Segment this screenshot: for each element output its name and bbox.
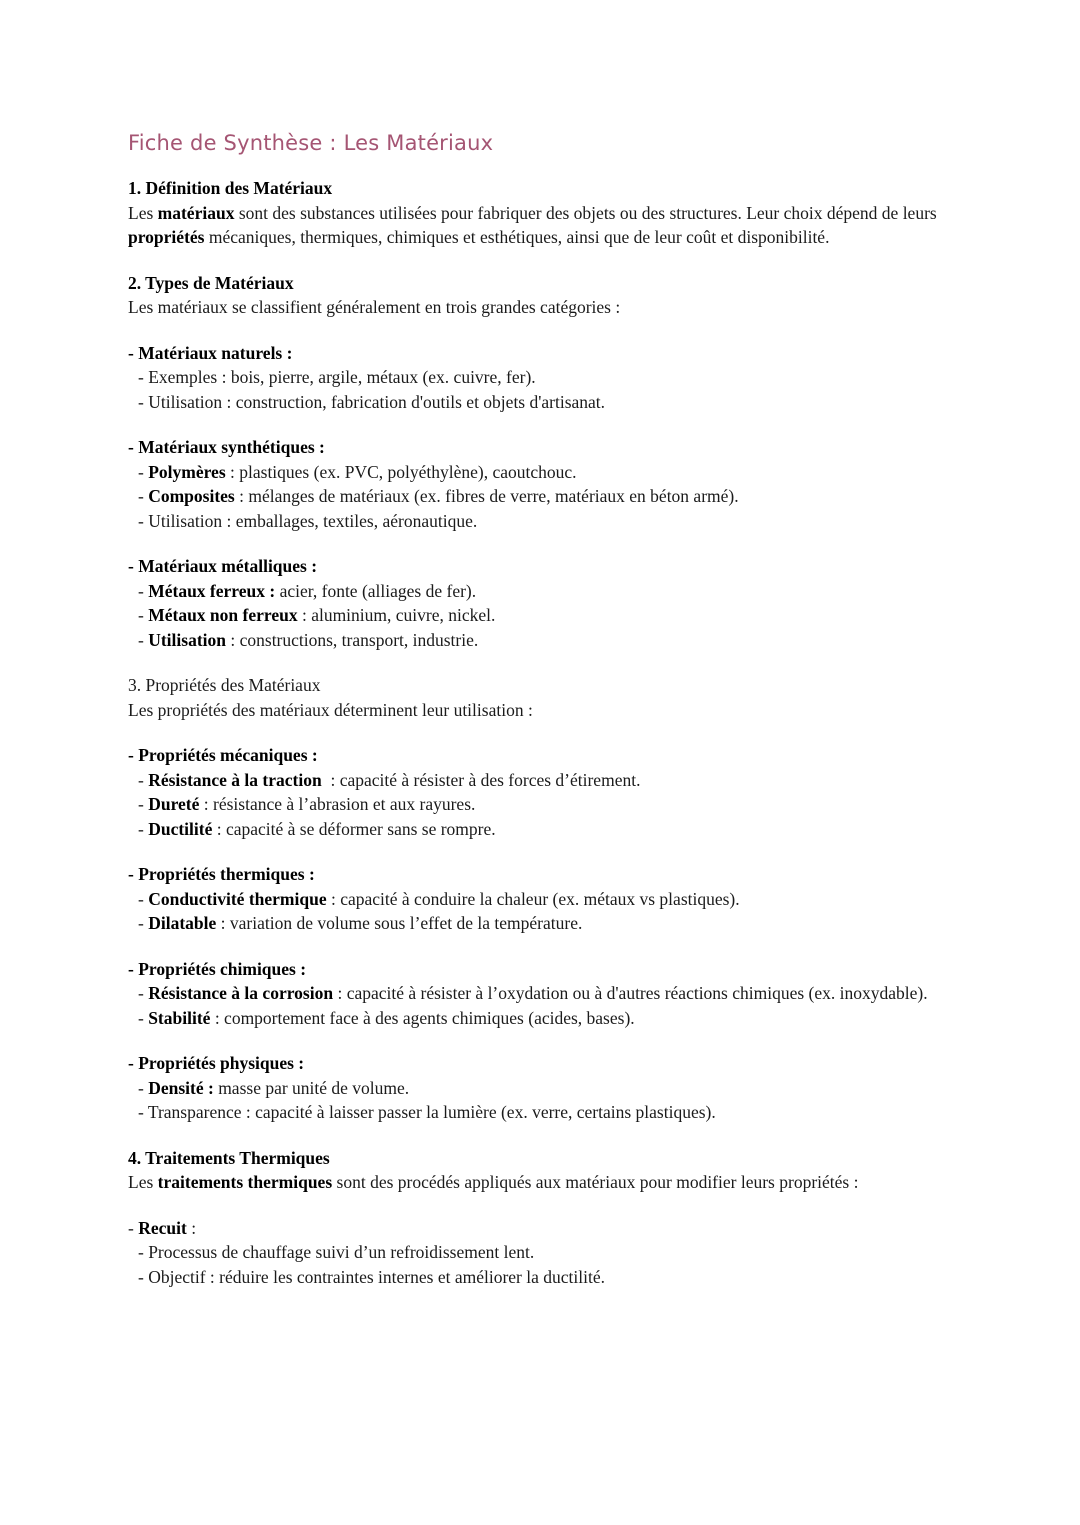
text-line [128, 435, 952, 460]
bold-text: Dureté [148, 794, 200, 814]
bold-text: Dilatable [148, 913, 217, 933]
bold-text: - Propriétés mécaniques : [128, 745, 318, 765]
body-text: masse par unité de volume. [213, 1077, 410, 1098]
list-subitem [128, 911, 952, 936]
body-text: - [128, 1217, 139, 1238]
body-text: sont des procédés appliqués aux matériaux pour modifier leurs propriétés : [332, 1172, 859, 1192]
body-text: - [138, 888, 149, 909]
body-text: - [138, 769, 149, 790]
list-subitem [128, 1076, 952, 1101]
body-text: - Objectif : réduire les contraintes internes et améliorer la ductilité. [138, 1266, 605, 1287]
bold-text: Ductilité [148, 818, 213, 839]
body-text: - Utilisation : construction, fabrication d'outils et objets d'artisanat. [138, 391, 606, 412]
page-title: Fiche de Synthèse : Les Matériaux [128, 131, 494, 155]
body-text: Les matériaux se classifient généralement en trois grandes catégories : [128, 297, 621, 317]
text-line [128, 673, 952, 698]
text-line [128, 176, 952, 201]
bold-text: propriétés [128, 227, 205, 247]
body-text: acier, fonte (alliages de fer). [275, 580, 477, 601]
body-text: : mélanges de matériaux (ex. fibres de verre, matériaux en béton armé). [234, 486, 739, 506]
body-text: - Processus de chauffage suivi d’un refroidissement lent. [138, 1242, 535, 1262]
document-blocks [128, 176, 952, 1289]
bold-text: 2. Types de Matériaux [128, 272, 294, 293]
bold-text: Résistance à la corrosion [148, 983, 334, 1003]
bold-text: Résistance à la traction [148, 769, 322, 790]
body-text: - [138, 913, 149, 933]
text-line [128, 341, 952, 366]
list-subitem [128, 603, 952, 628]
body-text: : constructions, transport, industrie. [226, 629, 479, 650]
list-subitem [128, 768, 952, 793]
body-text: - [138, 1007, 149, 1028]
text-line [128, 271, 952, 296]
list-subitem [128, 509, 952, 534]
body-text: - [138, 818, 149, 839]
bold-text: - Matériaux métalliques : [128, 556, 318, 576]
body-text: - Utilisation : emballages, textiles, aéronautique. [138, 510, 478, 531]
list-subitem [128, 1240, 952, 1265]
group-materiaux-metalliques [128, 554, 952, 652]
bold-text: Stabilité [148, 1007, 211, 1028]
document-page [128, 130, 952, 1310]
list-subitem [128, 628, 952, 653]
section-traitements [128, 1146, 952, 1195]
bold-text: Composites [148, 486, 235, 506]
body-text: sont des substances utilisées pour fabriquer des objets ou des structures. Leur choix dépend de leurs [234, 202, 937, 223]
body-text: : aluminium, cuivre, nickel. [297, 605, 496, 625]
section-proprietes [128, 673, 952, 722]
bold-text: - Propriétés chimiques : [128, 958, 307, 979]
section-types [128, 271, 952, 320]
bold-text: - Propriétés physiques : [128, 1053, 305, 1073]
list-subitem [128, 1006, 952, 1031]
list-subitem [128, 792, 952, 817]
body-text: 3. Propriétés des Matériaux [128, 675, 321, 695]
body-text: : variation de volume sous l’effet de la température. [216, 913, 583, 933]
bold-text: 4. Traitements Thermiques [128, 1147, 330, 1168]
list-subitem [128, 1100, 952, 1125]
text-line [128, 862, 952, 887]
text-line [128, 957, 952, 982]
body-text: Les [128, 1172, 158, 1192]
bold-text: - Propriétés thermiques : [128, 864, 315, 884]
group-proprietes-physiques [128, 1051, 952, 1125]
body-text: : comportement face à des agents chimiques (acides, bases). [210, 1007, 635, 1028]
group-recuit [128, 1216, 952, 1290]
list-subitem [128, 460, 952, 485]
text-line [128, 295, 952, 320]
bold-text: traitements thermiques [157, 1172, 333, 1192]
text-line [128, 743, 952, 768]
group-proprietes-thermiques [128, 862, 952, 936]
list-subitem [128, 1265, 952, 1290]
body-text: Les propriétés des matériaux déterminent leur utilisation : [128, 699, 533, 720]
body-text: : plastiques (ex. PVC, polyéthylène), caoutchouc. [225, 461, 577, 482]
text-line [128, 698, 952, 723]
bold-text: Densité : [148, 1077, 214, 1098]
section-definition [128, 176, 952, 250]
group-proprietes-chimiques [128, 957, 952, 1031]
text-line [128, 1146, 952, 1171]
body-text: - [138, 1077, 149, 1098]
body-text: - [138, 486, 149, 506]
body-text: : capacité à résister à l’oxydation ou à d'autres réactions chimiques (ex. inoxydable). [333, 983, 928, 1003]
text-line [128, 554, 952, 579]
list-subitem [128, 390, 952, 415]
list-subitem [128, 887, 952, 912]
group-materiaux-synthetiques [128, 435, 952, 533]
body-text: : [186, 1217, 197, 1238]
group-proprietes-mecaniques [128, 743, 952, 841]
body-text: - [138, 983, 149, 1003]
bold-text: Utilisation [148, 629, 226, 650]
text-line [128, 1051, 952, 1076]
bold-text: Polymères [148, 461, 226, 482]
body-text: Les [128, 202, 158, 223]
body-text: : résistance à l’abrasion et aux rayures. [199, 794, 476, 814]
body-text: : capacité à conduire la chaleur (ex. métaux vs plastiques). [326, 888, 740, 909]
body-text: - [138, 605, 149, 625]
bold-text: matériaux [157, 202, 235, 223]
bold-text: Recuit [138, 1217, 187, 1238]
body-text: - Exemples : bois, pierre, argile, métaux (ex. cuivre, fer). [138, 367, 536, 387]
body-text: - [138, 580, 149, 601]
bold-text: Conductivité thermique [148, 888, 327, 909]
list-subitem [128, 484, 952, 509]
list-subitem [128, 365, 952, 390]
bold-text: Métaux ferreux : [148, 580, 276, 601]
text-line [128, 201, 952, 250]
body-text: - Transparence : capacité à laisser passer la lumière (ex. verre, certains plastiques). [138, 1102, 716, 1122]
body-text: : capacité à résister à des forces d’étirement. [321, 769, 641, 790]
body-text: - [138, 461, 149, 482]
list-subitem [128, 579, 952, 604]
body-text: : capacité à se déformer sans se rompre. [212, 818, 496, 839]
list-subitem [128, 817, 952, 842]
bold-text: - Matériaux naturels : [128, 342, 293, 363]
group-materiaux-naturels [128, 341, 952, 415]
list-subitem [128, 981, 952, 1006]
text-line [128, 1216, 952, 1241]
text-line [128, 1170, 952, 1195]
body-text: mécaniques, thermiques, chimiques et esthétiques, ainsi que de leur coût et disponibilité. [204, 227, 830, 247]
body-text: - [138, 794, 149, 814]
bold-text: Métaux non ferreux [148, 605, 298, 625]
bold-text: - Matériaux synthétiques : [128, 437, 325, 457]
bold-text: 1. Définition des Matériaux [128, 178, 333, 198]
body-text: - [138, 629, 149, 650]
